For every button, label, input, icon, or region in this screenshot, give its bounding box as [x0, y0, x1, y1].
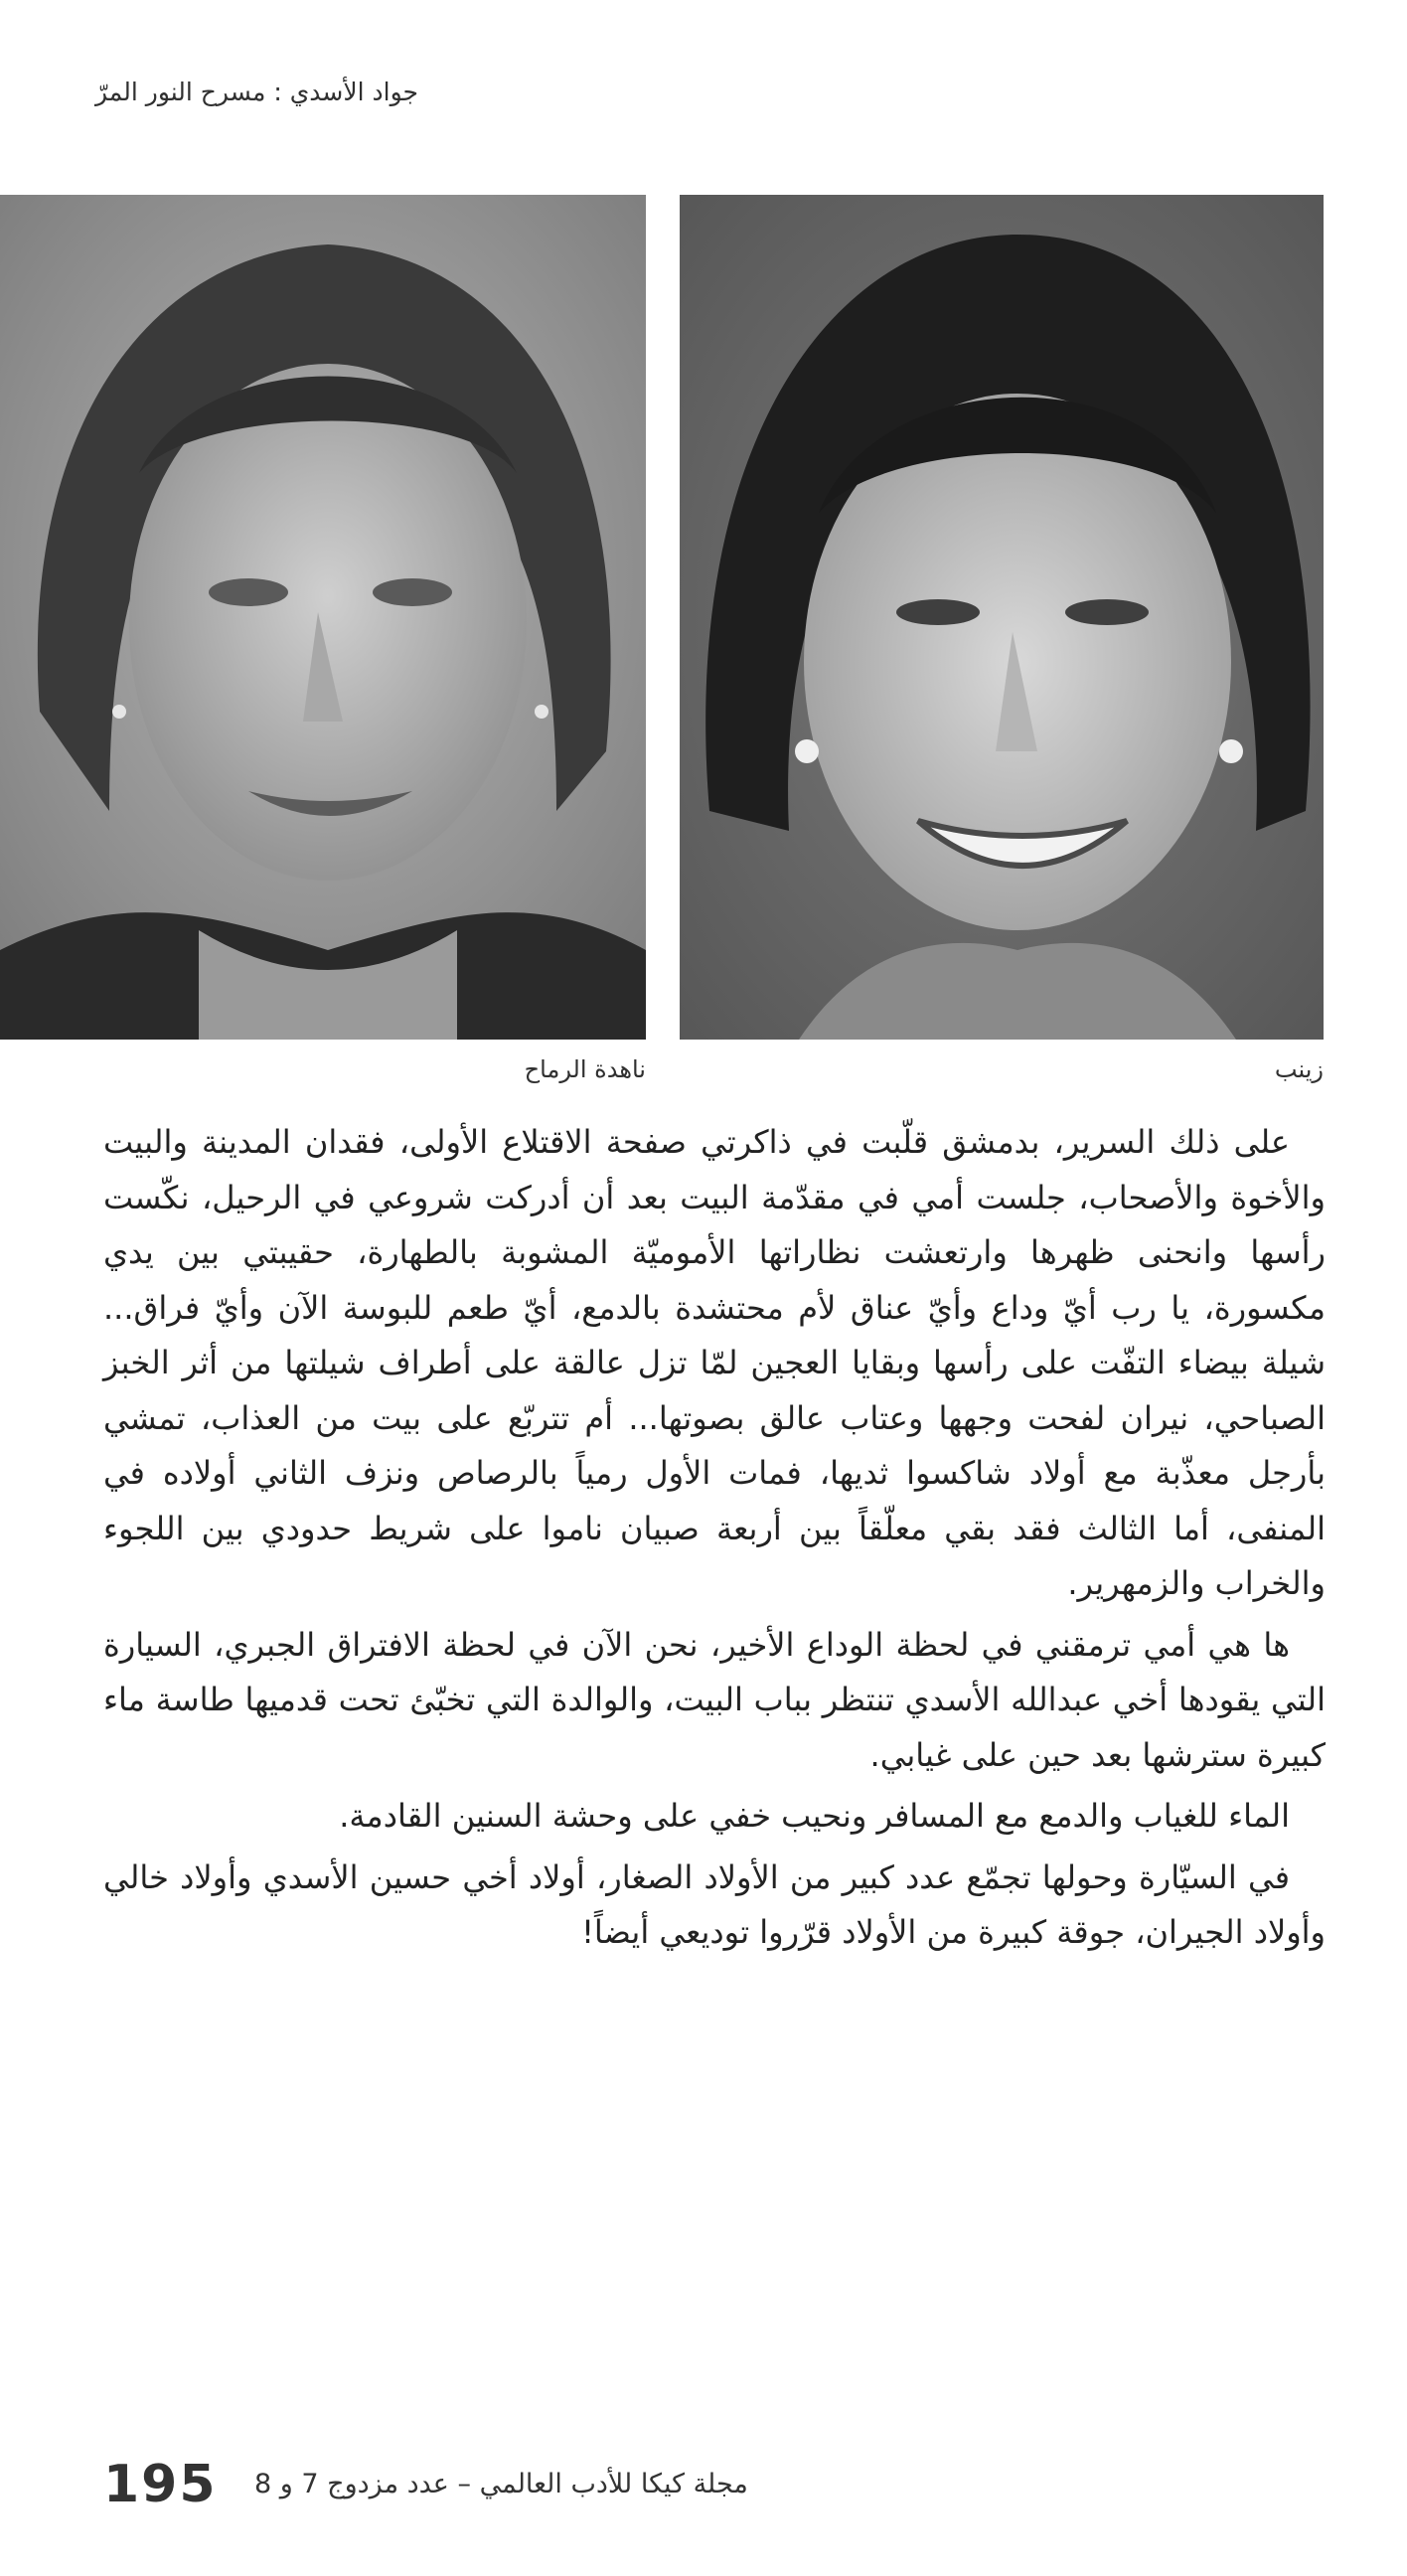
portrait-right-image — [680, 195, 1324, 1040]
portrait-photo-left — [0, 195, 646, 1040]
photo-caption-right: زينب — [1274, 1055, 1324, 1083]
article-paragraph: في السيّارة وحولها تجمّع عدد كبير من الأولاد الصغار، أولاد أخي حسين الأسدي وأولاد خالي وأولاد الجيران، جوقة كبيرة من الأولاد قرّروا توديعي أيضاً! — [103, 1857, 1326, 1951]
page-footer — [103, 2455, 998, 2514]
article-paragraph: على ذلك السرير، بدمشق قلّبت في ذاكرتي صفحة الاقتلاع الأولى، فقدان المدينة والبيت والأخوة والأصحاب، جلست أمي في مقدّمة البيت بعد أن أدركت شروعي في الرحيل، نكّست رأسها وانحنى ظهرها وارتعشت نظاراتها الأموميّة المشوبة بالطهارة، حقيبتي بين يدي مكسورة، يا رب أيّ وداع وأيّ عناق لأم محتشدة بالدمع، أيّ طعم للبوسة الآن وأيّ فراق... شيلة بيضاء التفّت على رأسها وبقايا العجين لمّا تزل عالقة على أطراف شيلتها من أثر الخبز الصباحي، نيران لفحت وجهها وعتاب عالق بصوتها... أم تتربّع على بيت من العذاب، تمشي بأرجل معذّبة مع أولاد شاكسوا ثديها، فمات الأول رمياً بالرصاص ونزف الثاني أولاده في المنفى، أما الثالث فقد بقي معلّقاً بين أربعة صبيان ناموا على شريط حدودي بين اللجوء والخراب والزمهرير. — [103, 1123, 1326, 1602]
portrait-photo-right — [680, 195, 1324, 1040]
portrait-left-image — [0, 195, 646, 1040]
photo-caption-left: ناهدة الرماح — [524, 1055, 646, 1083]
running-head: جواد الأسدي : مسرح النور المرّ — [95, 78, 418, 106]
journal-title: مجلة كيكا للأدب العالمي – عدد مزدوج 7 و 8 — [254, 2469, 748, 2499]
article-paragraph: الماء للغياب والدمع مع المسافر ونحيب خفي على وحشة السنين القادمة. — [339, 1797, 1290, 1835]
article-body — [103, 1115, 1326, 1967]
article-paragraph: ها هي أمي ترمقني في لحظة الوداع الأخير، نحن الآن في لحظة الافتراق الجبري، السيارة التي يقودها أخي عبدالله الأسدي تنتظر بباب البيت، والوالدة التي تخبّئ تحت قدميها طاسة ماء كبيرة سترشها بعد حين على غيابي. — [103, 1625, 1326, 1774]
page-number: 195 — [103, 2455, 218, 2514]
